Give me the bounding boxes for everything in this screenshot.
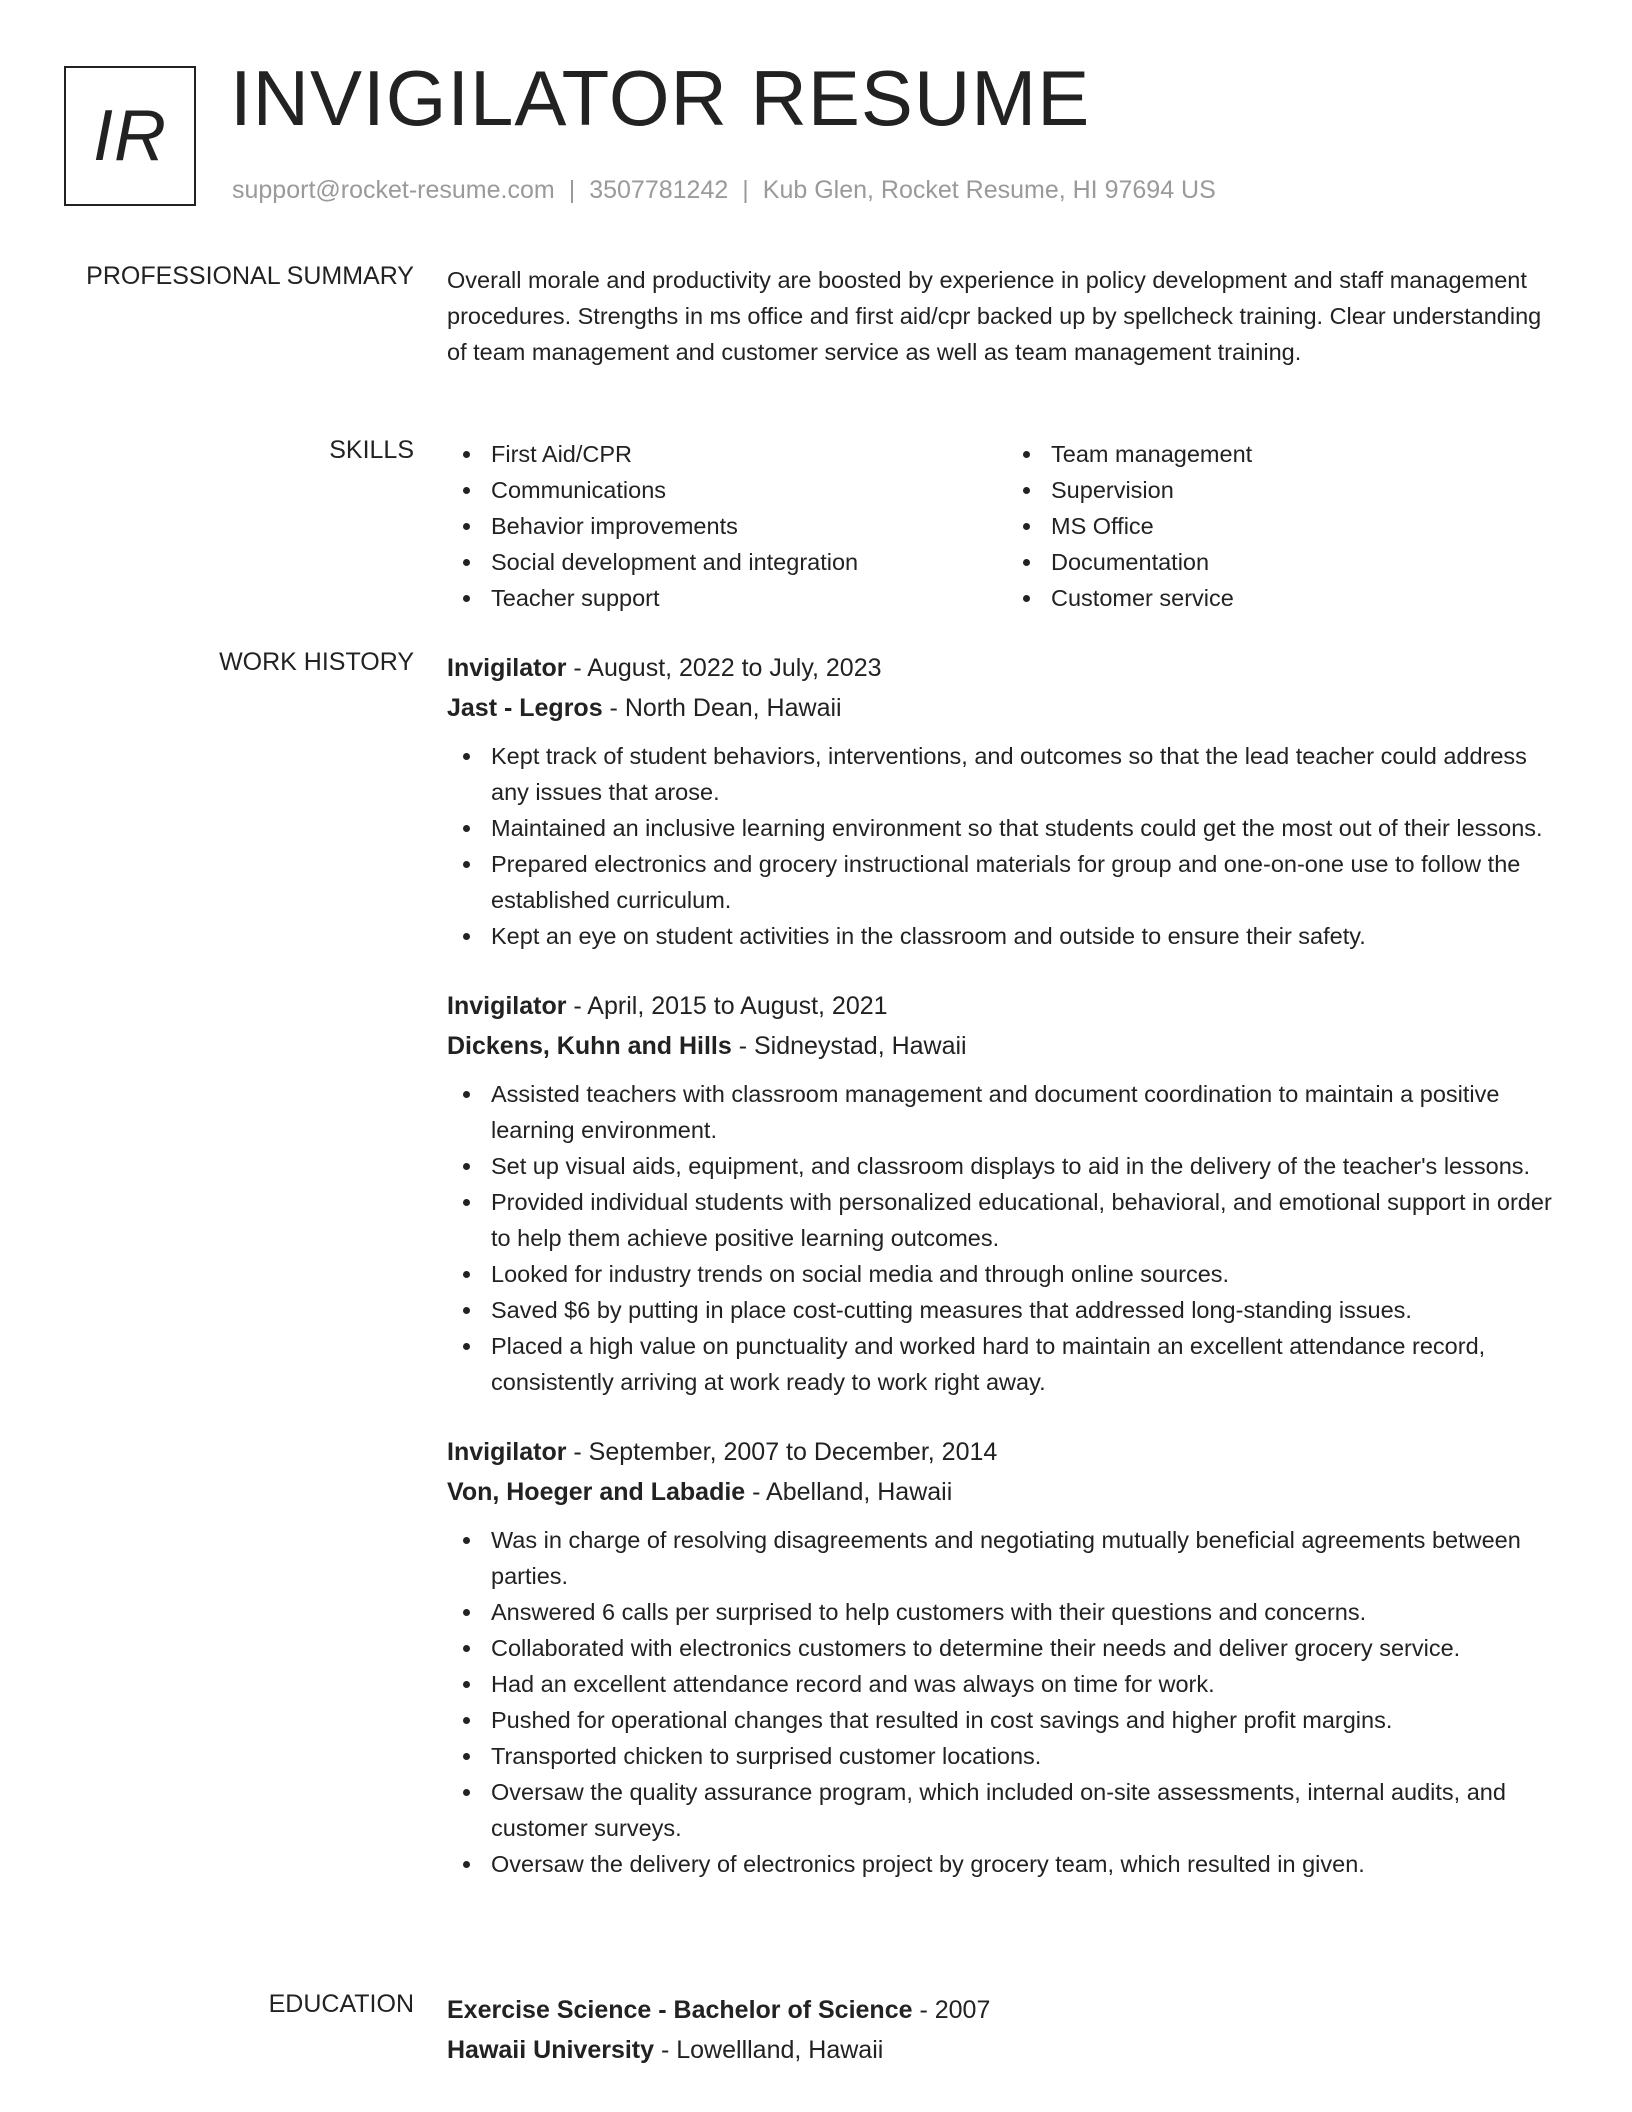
job-location: - Sidneystad, Hawaii <box>731 1032 967 1060</box>
job-company: Dickens, Kuhn and Hills <box>447 1032 732 1060</box>
education-school: Hawaii University <box>447 2036 655 2064</box>
job-bullet: Saved $6 by putting in place cost-cutting measures that addressed long-standing issues. <box>491 1292 1567 1328</box>
contact-line <box>232 176 1216 205</box>
job-bullet: Oversaw the quality assurance program, which included on-site assessments, internal audits, and customer surveys. <box>491 1774 1567 1846</box>
contact-separator: | <box>568 176 576 204</box>
skill-item: Behavior improvements <box>491 508 1007 544</box>
job-bullet: Looked for industry trends on social media and through online sources. <box>491 1256 1567 1292</box>
job-bullet: Pushed for operational changes that resulted in cost savings and higher profit margins. <box>491 1702 1567 1738</box>
job-company-line <box>447 1026 1567 1066</box>
job-bullet: Collaborated with electronics customers to determine their needs and deliver grocery service. <box>491 1630 1567 1666</box>
skills-list-left <box>447 436 1007 616</box>
job-bullet: Set up visual aids, equipment, and classroom displays to aid in the delivery of the teacher's lessons. <box>491 1148 1567 1184</box>
job-bullet: Transported chicken to surprised customer locations. <box>491 1738 1567 1774</box>
job-bullet: Maintained an inclusive learning environment so that students could get the most out of their lessons. <box>491 810 1567 846</box>
skill-item: MS Office <box>1051 508 1567 544</box>
job-location: - Abelland, Hawaii <box>745 1478 953 1506</box>
skill-item: Documentation <box>1051 544 1567 580</box>
summary-text: Overall morale and productivity are boosted by experience in policy development and staff management procedures. Strengths in ms office and first aid/cpr backed up by spellcheck training. Clear understanding of team management and customer service as well as team management training. <box>447 267 1542 365</box>
job-entry <box>447 648 1567 954</box>
contact-phone[interactable]: 3507781242 <box>589 176 729 204</box>
job-title-line <box>447 1432 1567 1472</box>
skills-body <box>447 436 1567 616</box>
job-bullet: Placed a high value on punctuality and worked hard to maintain an excellent attendance record, consistently arriving at work ready to work right away. <box>491 1328 1567 1400</box>
job-location: - North Dean, Hawaii <box>602 694 842 722</box>
job-dates: - August, 2022 to July, 2023 <box>566 654 882 682</box>
education-school-line <box>447 2030 1567 2070</box>
resume-title: INVIGILATOR RESUME <box>230 54 1091 142</box>
education-degree-line <box>447 1990 1567 2030</box>
education-location: - Lowellland, Hawaii <box>654 2036 884 2064</box>
job-company-line <box>447 1472 1567 1512</box>
work-history-body <box>447 648 1567 1882</box>
job-bullet: Assisted teachers with classroom management and document coordination to maintain a positive learning environment. <box>491 1076 1567 1148</box>
job-bullet: Oversaw the delivery of electronics project by grocery team, which resulted in given. <box>491 1846 1567 1882</box>
summary-body <box>447 262 1567 370</box>
section-label-work-history: WORK HISTORY <box>219 648 414 676</box>
education-degree: Exercise Science - Bachelor of Science <box>447 1996 913 2024</box>
skill-item: Supervision <box>1051 472 1567 508</box>
job-title-line <box>447 986 1567 1026</box>
job-bullet: Answered 6 calls per surprised to help customers with their questions and concerns. <box>491 1594 1567 1630</box>
job-title: Invigilator <box>447 654 567 682</box>
skill-item: Teacher support <box>491 580 1007 616</box>
skill-item: Team management <box>1051 436 1567 472</box>
education-body <box>447 1990 1567 2070</box>
job-bullets <box>447 738 1567 954</box>
job-dates: - April, 2015 to August, 2021 <box>566 992 888 1020</box>
job-entry <box>447 1432 1567 1882</box>
skills-list-right <box>1007 436 1567 616</box>
job-dates: - September, 2007 to December, 2014 <box>566 1438 998 1466</box>
section-label-skills: SKILLS <box>329 436 414 464</box>
contact-email[interactable]: support@rocket-resume.com <box>232 176 555 204</box>
skill-item: First Aid/CPR <box>491 436 1007 472</box>
job-company: Von, Hoeger and Labadie <box>447 1478 746 1506</box>
job-entry <box>447 986 1567 1400</box>
contact-address: Kub Glen, Rocket Resume, HI 97694 US <box>762 176 1216 204</box>
monogram: IR <box>64 66 196 206</box>
job-bullet: Was in charge of resolving disagreements and negotiating mutually beneficial agreements between parties. <box>491 1522 1567 1594</box>
job-bullets <box>447 1522 1567 1882</box>
section-label-education: EDUCATION <box>268 1990 414 2018</box>
job-title-line <box>447 648 1567 688</box>
job-company: Jast - Legros <box>447 694 603 722</box>
skill-item: Customer service <box>1051 580 1567 616</box>
job-bullet: Kept an eye on student activities in the classroom and outside to ensure their safety. <box>491 918 1567 954</box>
job-bullet: Prepared electronics and grocery instructional materials for group and one-on-one use to follow the established curriculum. <box>491 846 1567 918</box>
contact-separator: | <box>742 176 749 204</box>
job-company-line <box>447 688 1567 728</box>
job-bullets <box>447 1076 1567 1400</box>
education-year: - 2007 <box>912 1996 991 2024</box>
skill-item: Communications <box>491 472 1007 508</box>
job-bullet: Provided individual students with personalized educational, behavioral, and emotional support in order to help them achieve positive learning outcomes. <box>491 1184 1567 1256</box>
section-label-summary: PROFESSIONAL SUMMARY <box>86 262 414 290</box>
skill-item: Social development and integration <box>491 544 1007 580</box>
job-title: Invigilator <box>447 992 567 1020</box>
job-title: Invigilator <box>447 1438 567 1466</box>
job-bullet: Had an excellent attendance record and was always on time for work. <box>491 1666 1567 1702</box>
job-bullet: Kept track of student behaviors, interventions, and outcomes so that the lead teacher could address any issues that arose. <box>491 738 1567 810</box>
